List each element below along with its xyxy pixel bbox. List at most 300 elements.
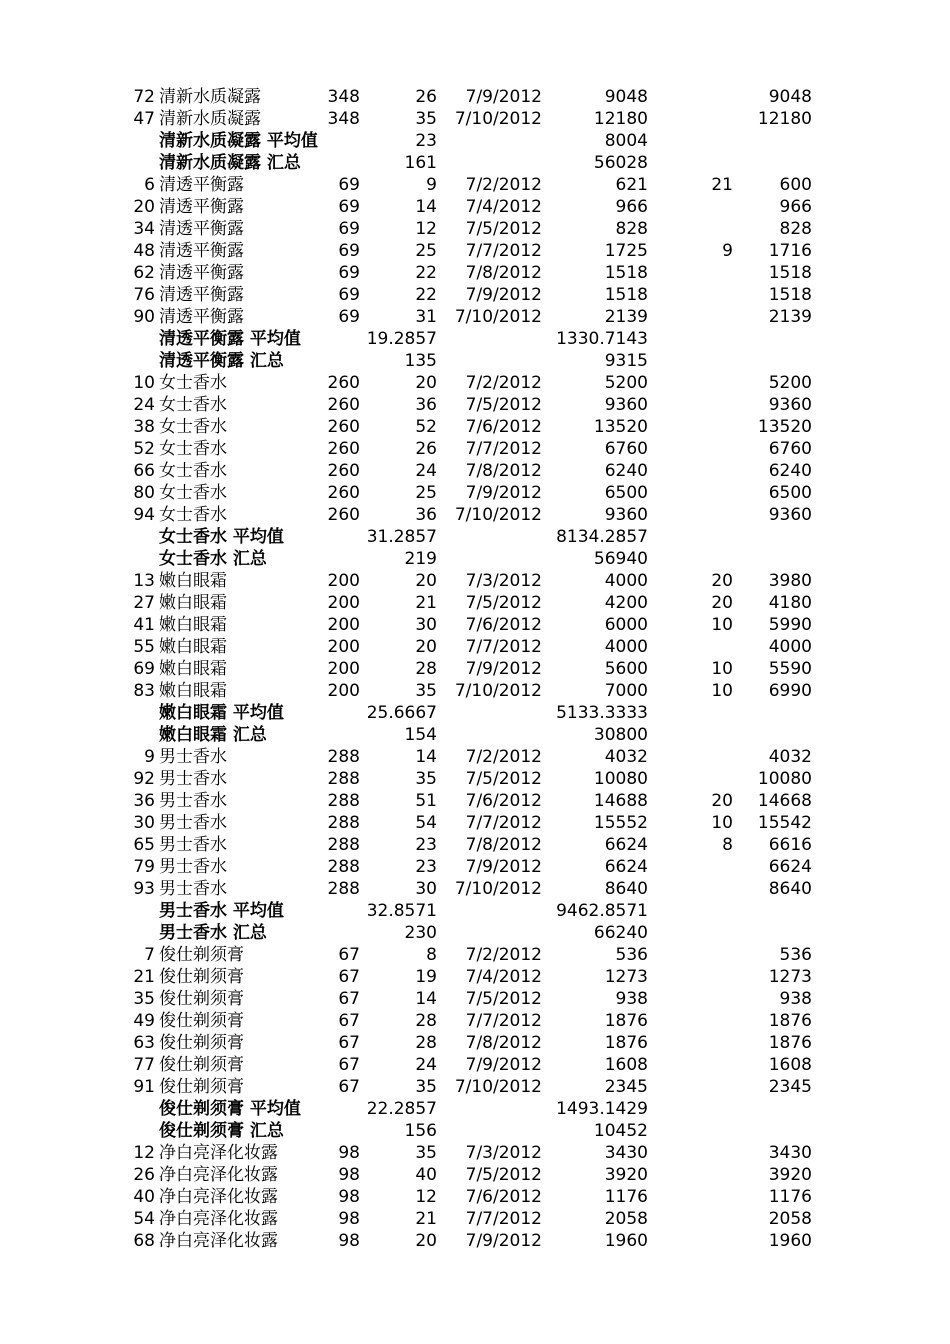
- net-amount-cell[interactable]: 1518: [768, 285, 812, 305]
- total-amount-cell[interactable]: 1518: [604, 263, 648, 283]
- total-amount-cell[interactable]: 1330.7143: [556, 329, 648, 349]
- total-amount-cell[interactable]: 8134.2857: [556, 527, 648, 547]
- unit-price-cell[interactable]: 288: [327, 791, 360, 811]
- row-number-cell[interactable]: 13: [133, 571, 155, 591]
- quantity-cell[interactable]: 20: [415, 373, 437, 393]
- sale-date-cell[interactable]: 7/6/2012: [465, 1187, 542, 1207]
- quantity-cell[interactable]: 20: [415, 637, 437, 657]
- sale-date-cell[interactable]: 7/10/2012: [454, 1077, 542, 1097]
- discount-cell[interactable]: 20: [711, 593, 733, 613]
- net-amount-cell[interactable]: 966: [779, 197, 812, 217]
- row-number-cell[interactable]: 94: [133, 505, 155, 525]
- sale-date-cell[interactable]: 7/9/2012: [465, 87, 542, 107]
- product-name-cell[interactable]: 男士香水: [159, 879, 227, 899]
- product-name-cell[interactable]: 清透平衡露: [159, 241, 244, 261]
- product-name-cell[interactable]: 俊仕剃须膏: [159, 967, 244, 987]
- quantity-cell[interactable]: 20: [415, 571, 437, 591]
- quantity-cell[interactable]: 28: [415, 1011, 437, 1031]
- total-amount-cell[interactable]: 9048: [604, 87, 648, 107]
- quantity-cell[interactable]: 23: [415, 131, 437, 151]
- row-number-cell[interactable]: 27: [133, 593, 155, 613]
- quantity-cell[interactable]: 219: [404, 549, 437, 569]
- total-amount-cell[interactable]: 828: [615, 219, 648, 239]
- product-name-cell[interactable]: 净白亮泽化妆露: [159, 1209, 278, 1229]
- sale-date-cell[interactable]: 7/6/2012: [465, 417, 542, 437]
- product-name-cell[interactable]: 清透平衡露 平均值: [159, 329, 301, 349]
- total-amount-cell[interactable]: 1493.1429: [556, 1099, 648, 1119]
- net-amount-cell[interactable]: 6760: [768, 439, 812, 459]
- net-amount-cell[interactable]: 6240: [768, 461, 812, 481]
- total-amount-cell[interactable]: 8004: [604, 131, 648, 151]
- net-amount-cell[interactable]: 2058: [768, 1209, 812, 1229]
- sale-date-cell[interactable]: 7/3/2012: [465, 1143, 542, 1163]
- quantity-cell[interactable]: 8: [426, 945, 437, 965]
- quantity-cell[interactable]: 12: [415, 1187, 437, 1207]
- row-number-cell[interactable]: 34: [133, 219, 155, 239]
- quantity-cell[interactable]: 22: [415, 263, 437, 283]
- total-amount-cell[interactable]: 9360: [604, 395, 648, 415]
- product-name-cell[interactable]: 清新水质凝露 汇总: [159, 153, 301, 173]
- unit-price-cell[interactable]: 67: [338, 945, 360, 965]
- total-amount-cell[interactable]: 5600: [604, 659, 648, 679]
- product-name-cell[interactable]: 清透平衡露: [159, 219, 244, 239]
- quantity-cell[interactable]: 24: [415, 1055, 437, 1075]
- row-number-cell[interactable]: 49: [133, 1011, 155, 1031]
- net-amount-cell[interactable]: 12180: [757, 109, 812, 129]
- product-name-cell[interactable]: 俊仕剃须膏: [159, 1077, 244, 1097]
- discount-cell[interactable]: 21: [711, 175, 733, 195]
- quantity-cell[interactable]: 36: [415, 395, 437, 415]
- unit-price-cell[interactable]: 200: [327, 637, 360, 657]
- total-amount-cell[interactable]: 938: [615, 989, 648, 1009]
- product-name-cell[interactable]: 嫩白眼霜: [159, 593, 227, 613]
- unit-price-cell[interactable]: 260: [327, 373, 360, 393]
- net-amount-cell[interactable]: 6624: [768, 857, 812, 877]
- row-number-cell[interactable]: 68: [133, 1231, 155, 1251]
- net-amount-cell[interactable]: 4032: [768, 747, 812, 767]
- product-name-cell[interactable]: 女士香水: [159, 483, 227, 503]
- total-amount-cell[interactable]: 15552: [593, 813, 648, 833]
- product-name-cell[interactable]: 男士香水: [159, 769, 227, 789]
- unit-price-cell[interactable]: 69: [338, 307, 360, 327]
- unit-price-cell[interactable]: 260: [327, 439, 360, 459]
- product-name-cell[interactable]: 嫩白眼霜 平均值: [159, 703, 284, 723]
- net-amount-cell[interactable]: 14668: [757, 791, 812, 811]
- net-amount-cell[interactable]: 536: [779, 945, 812, 965]
- sale-date-cell[interactable]: 7/7/2012: [465, 637, 542, 657]
- product-name-cell[interactable]: 清新水质凝露: [159, 87, 261, 107]
- product-name-cell[interactable]: 俊仕剃须膏 平均值: [159, 1099, 301, 1119]
- quantity-cell[interactable]: 36: [415, 505, 437, 525]
- sale-date-cell[interactable]: 7/7/2012: [465, 1011, 542, 1031]
- row-number-cell[interactable]: 62: [133, 263, 155, 283]
- unit-price-cell[interactable]: 69: [338, 263, 360, 283]
- sale-date-cell[interactable]: 7/9/2012: [465, 1231, 542, 1251]
- quantity-cell[interactable]: 23: [415, 857, 437, 877]
- net-amount-cell[interactable]: 4000: [768, 637, 812, 657]
- row-number-cell[interactable]: 83: [133, 681, 155, 701]
- net-amount-cell[interactable]: 3920: [768, 1165, 812, 1185]
- quantity-cell[interactable]: 31.2857: [366, 527, 437, 547]
- quantity-cell[interactable]: 25.6667: [366, 703, 437, 723]
- sale-date-cell[interactable]: 7/7/2012: [465, 813, 542, 833]
- unit-price-cell[interactable]: 69: [338, 241, 360, 261]
- discount-cell[interactable]: 20: [711, 571, 733, 591]
- product-name-cell[interactable]: 男士香水 汇总: [159, 923, 267, 943]
- unit-price-cell[interactable]: 288: [327, 835, 360, 855]
- unit-price-cell[interactable]: 288: [327, 857, 360, 877]
- sale-date-cell[interactable]: 7/2/2012: [465, 373, 542, 393]
- product-name-cell[interactable]: 嫩白眼霜: [159, 571, 227, 591]
- total-amount-cell[interactable]: 1518: [604, 285, 648, 305]
- sale-date-cell[interactable]: 7/5/2012: [465, 219, 542, 239]
- net-amount-cell[interactable]: 5990: [768, 615, 812, 635]
- row-number-cell[interactable]: 38: [133, 417, 155, 437]
- total-amount-cell[interactable]: 3430: [604, 1143, 648, 1163]
- quantity-cell[interactable]: 26: [415, 87, 437, 107]
- net-amount-cell[interactable]: 1876: [768, 1033, 812, 1053]
- sale-date-cell[interactable]: 7/10/2012: [454, 109, 542, 129]
- sale-date-cell[interactable]: 7/9/2012: [465, 285, 542, 305]
- unit-price-cell[interactable]: 98: [338, 1231, 360, 1251]
- total-amount-cell[interactable]: 1876: [604, 1033, 648, 1053]
- product-name-cell[interactable]: 清透平衡露: [159, 263, 244, 283]
- unit-price-cell[interactable]: 67: [338, 1055, 360, 1075]
- unit-price-cell[interactable]: 260: [327, 461, 360, 481]
- row-number-cell[interactable]: 69: [133, 659, 155, 679]
- unit-price-cell[interactable]: 67: [338, 1033, 360, 1053]
- row-number-cell[interactable]: 47: [133, 109, 155, 129]
- row-number-cell[interactable]: 65: [133, 835, 155, 855]
- row-number-cell[interactable]: 12: [133, 1143, 155, 1163]
- quantity-cell[interactable]: 30: [415, 879, 437, 899]
- quantity-cell[interactable]: 21: [415, 1209, 437, 1229]
- product-name-cell[interactable]: 男士香水: [159, 747, 227, 767]
- unit-price-cell[interactable]: 200: [327, 615, 360, 635]
- net-amount-cell[interactable]: 1176: [768, 1187, 812, 1207]
- row-number-cell[interactable]: 90: [133, 307, 155, 327]
- quantity-cell[interactable]: 25: [415, 241, 437, 261]
- total-amount-cell[interactable]: 12180: [593, 109, 648, 129]
- row-number-cell[interactable]: 48: [133, 241, 155, 261]
- quantity-cell[interactable]: 25: [415, 483, 437, 503]
- total-amount-cell[interactable]: 9462.8571: [556, 901, 648, 921]
- quantity-cell[interactable]: 135: [404, 351, 437, 371]
- total-amount-cell[interactable]: 5133.3333: [556, 703, 648, 723]
- net-amount-cell[interactable]: 1876: [768, 1011, 812, 1031]
- unit-price-cell[interactable]: 200: [327, 681, 360, 701]
- product-name-cell[interactable]: 清透平衡露: [159, 197, 244, 217]
- product-name-cell[interactable]: 女士香水: [159, 505, 227, 525]
- row-number-cell[interactable]: 76: [133, 285, 155, 305]
- total-amount-cell[interactable]: 1176: [604, 1187, 648, 1207]
- product-name-cell[interactable]: 嫩白眼霜: [159, 637, 227, 657]
- net-amount-cell[interactable]: 1716: [768, 241, 812, 261]
- sale-date-cell[interactable]: 7/2/2012: [465, 175, 542, 195]
- row-number-cell[interactable]: 6: [144, 175, 155, 195]
- product-name-cell[interactable]: 净白亮泽化妆露: [159, 1187, 278, 1207]
- quantity-cell[interactable]: 9: [426, 175, 437, 195]
- total-amount-cell[interactable]: 7000: [604, 681, 648, 701]
- unit-price-cell[interactable]: 348: [327, 87, 360, 107]
- net-amount-cell[interactable]: 9360: [768, 395, 812, 415]
- product-name-cell[interactable]: 男士香水: [159, 835, 227, 855]
- quantity-cell[interactable]: 19: [415, 967, 437, 987]
- quantity-cell[interactable]: 156: [404, 1121, 437, 1141]
- quantity-cell[interactable]: 28: [415, 659, 437, 679]
- product-name-cell[interactable]: 俊仕剃须膏: [159, 945, 244, 965]
- quantity-cell[interactable]: 35: [415, 681, 437, 701]
- unit-price-cell[interactable]: 260: [327, 417, 360, 437]
- row-number-cell[interactable]: 91: [133, 1077, 155, 1097]
- unit-price-cell[interactable]: 67: [338, 967, 360, 987]
- product-name-cell[interactable]: 男士香水 平均值: [159, 901, 284, 921]
- total-amount-cell[interactable]: 6760: [604, 439, 648, 459]
- unit-price-cell[interactable]: 260: [327, 505, 360, 525]
- sale-date-cell[interactable]: 7/7/2012: [465, 241, 542, 261]
- sale-date-cell[interactable]: 7/4/2012: [465, 197, 542, 217]
- total-amount-cell[interactable]: 9315: [604, 351, 648, 371]
- quantity-cell[interactable]: 24: [415, 461, 437, 481]
- product-name-cell[interactable]: 男士香水: [159, 791, 227, 811]
- discount-cell[interactable]: 9: [722, 241, 733, 261]
- sale-date-cell[interactable]: 7/5/2012: [465, 989, 542, 1009]
- net-amount-cell[interactable]: 9048: [768, 87, 812, 107]
- quantity-cell[interactable]: 23: [415, 835, 437, 855]
- total-amount-cell[interactable]: 6240: [604, 461, 648, 481]
- quantity-cell[interactable]: 54: [415, 813, 437, 833]
- quantity-cell[interactable]: 22.2857: [366, 1099, 437, 1119]
- unit-price-cell[interactable]: 98: [338, 1209, 360, 1229]
- net-amount-cell[interactable]: 600: [779, 175, 812, 195]
- sale-date-cell[interactable]: 7/10/2012: [454, 681, 542, 701]
- sale-date-cell[interactable]: 7/2/2012: [465, 747, 542, 767]
- unit-price-cell[interactable]: 69: [338, 219, 360, 239]
- sale-date-cell[interactable]: 7/8/2012: [465, 263, 542, 283]
- product-name-cell[interactable]: 女士香水: [159, 417, 227, 437]
- total-amount-cell[interactable]: 2345: [604, 1077, 648, 1097]
- product-name-cell[interactable]: 嫩白眼霜: [159, 615, 227, 635]
- unit-price-cell[interactable]: 260: [327, 483, 360, 503]
- total-amount-cell[interactable]: 4032: [604, 747, 648, 767]
- sale-date-cell[interactable]: 7/2/2012: [465, 945, 542, 965]
- quantity-cell[interactable]: 12: [415, 219, 437, 239]
- quantity-cell[interactable]: 161: [404, 153, 437, 173]
- product-name-cell[interactable]: 净白亮泽化妆露: [159, 1143, 278, 1163]
- discount-cell[interactable]: 10: [711, 681, 733, 701]
- product-name-cell[interactable]: 俊仕剃须膏: [159, 1055, 244, 1075]
- total-amount-cell[interactable]: 4000: [604, 637, 648, 657]
- total-amount-cell[interactable]: 8640: [604, 879, 648, 899]
- sale-date-cell[interactable]: 7/9/2012: [465, 1055, 542, 1075]
- total-amount-cell[interactable]: 6500: [604, 483, 648, 503]
- product-name-cell[interactable]: 清透平衡露 汇总: [159, 351, 284, 371]
- product-name-cell[interactable]: 俊仕剃须膏: [159, 1033, 244, 1053]
- unit-price-cell[interactable]: 288: [327, 813, 360, 833]
- row-number-cell[interactable]: 41: [133, 615, 155, 635]
- net-amount-cell[interactable]: 13520: [757, 417, 812, 437]
- product-name-cell[interactable]: 净白亮泽化妆露: [159, 1231, 278, 1251]
- row-number-cell[interactable]: 77: [133, 1055, 155, 1075]
- discount-cell[interactable]: 10: [711, 659, 733, 679]
- quantity-cell[interactable]: 35: [415, 769, 437, 789]
- discount-cell[interactable]: 20: [711, 791, 733, 811]
- sale-date-cell[interactable]: 7/8/2012: [465, 835, 542, 855]
- row-number-cell[interactable]: 54: [133, 1209, 155, 1229]
- total-amount-cell[interactable]: 1960: [604, 1231, 648, 1251]
- row-number-cell[interactable]: 24: [133, 395, 155, 415]
- row-number-cell[interactable]: 21: [133, 967, 155, 987]
- discount-cell[interactable]: 8: [722, 835, 733, 855]
- total-amount-cell[interactable]: 1876: [604, 1011, 648, 1031]
- unit-price-cell[interactable]: 98: [338, 1187, 360, 1207]
- product-name-cell[interactable]: 女士香水: [159, 461, 227, 481]
- product-name-cell[interactable]: 女士香水 平均值: [159, 527, 284, 547]
- net-amount-cell[interactable]: 1608: [768, 1055, 812, 1075]
- quantity-cell[interactable]: 21: [415, 593, 437, 613]
- product-name-cell[interactable]: 男士香水: [159, 813, 227, 833]
- unit-price-cell[interactable]: 98: [338, 1165, 360, 1185]
- net-amount-cell[interactable]: 1960: [768, 1231, 812, 1251]
- total-amount-cell[interactable]: 13520: [593, 417, 648, 437]
- product-name-cell[interactable]: 女士香水: [159, 395, 227, 415]
- row-number-cell[interactable]: 92: [133, 769, 155, 789]
- sale-date-cell[interactable]: 7/6/2012: [465, 615, 542, 635]
- total-amount-cell[interactable]: 966: [615, 197, 648, 217]
- net-amount-cell[interactable]: 3430: [768, 1143, 812, 1163]
- quantity-cell[interactable]: 40: [415, 1165, 437, 1185]
- total-amount-cell[interactable]: 1725: [604, 241, 648, 261]
- product-name-cell[interactable]: 嫩白眼霜: [159, 659, 227, 679]
- sale-date-cell[interactable]: 7/10/2012: [454, 505, 542, 525]
- product-name-cell[interactable]: 女士香水: [159, 373, 227, 393]
- net-amount-cell[interactable]: 6500: [768, 483, 812, 503]
- quantity-cell[interactable]: 230: [404, 923, 437, 943]
- sale-date-cell[interactable]: 7/8/2012: [465, 1033, 542, 1053]
- net-amount-cell[interactable]: 938: [779, 989, 812, 1009]
- row-number-cell[interactable]: 36: [133, 791, 155, 811]
- product-name-cell[interactable]: 净白亮泽化妆露: [159, 1165, 278, 1185]
- unit-price-cell[interactable]: 67: [338, 989, 360, 1009]
- product-name-cell[interactable]: 俊仕剃须膏: [159, 989, 244, 1009]
- unit-price-cell[interactable]: 67: [338, 1011, 360, 1031]
- unit-price-cell[interactable]: 200: [327, 571, 360, 591]
- total-amount-cell[interactable]: 536: [615, 945, 648, 965]
- row-number-cell[interactable]: 40: [133, 1187, 155, 1207]
- sale-date-cell[interactable]: 7/6/2012: [465, 791, 542, 811]
- total-amount-cell[interactable]: 3920: [604, 1165, 648, 1185]
- net-amount-cell[interactable]: 6616: [768, 835, 812, 855]
- net-amount-cell[interactable]: 1273: [768, 967, 812, 987]
- total-amount-cell[interactable]: 2139: [604, 307, 648, 327]
- total-amount-cell[interactable]: 10080: [593, 769, 648, 789]
- total-amount-cell[interactable]: 9360: [604, 505, 648, 525]
- sale-date-cell[interactable]: 7/5/2012: [465, 769, 542, 789]
- quantity-cell[interactable]: 35: [415, 109, 437, 129]
- row-number-cell[interactable]: 55: [133, 637, 155, 657]
- row-number-cell[interactable]: 30: [133, 813, 155, 833]
- product-name-cell[interactable]: 女士香水 汇总: [159, 549, 267, 569]
- unit-price-cell[interactable]: 288: [327, 879, 360, 899]
- sale-date-cell[interactable]: 7/3/2012: [465, 571, 542, 591]
- row-number-cell[interactable]: 20: [133, 197, 155, 217]
- row-number-cell[interactable]: 79: [133, 857, 155, 877]
- total-amount-cell[interactable]: 6624: [604, 857, 648, 877]
- total-amount-cell[interactable]: 1273: [604, 967, 648, 987]
- total-amount-cell[interactable]: 6000: [604, 615, 648, 635]
- discount-cell[interactable]: 10: [711, 615, 733, 635]
- quantity-cell[interactable]: 32.8571: [366, 901, 437, 921]
- total-amount-cell[interactable]: 56940: [593, 549, 648, 569]
- unit-price-cell[interactable]: 67: [338, 1077, 360, 1097]
- row-number-cell[interactable]: 72: [133, 87, 155, 107]
- sale-date-cell[interactable]: 7/10/2012: [454, 307, 542, 327]
- quantity-cell[interactable]: 14: [415, 989, 437, 1009]
- product-name-cell[interactable]: 清新水质凝露 平均值: [159, 131, 318, 151]
- net-amount-cell[interactable]: 4180: [768, 593, 812, 613]
- net-amount-cell[interactable]: 9360: [768, 505, 812, 525]
- unit-price-cell[interactable]: 98: [338, 1143, 360, 1163]
- product-name-cell[interactable]: 嫩白眼霜 汇总: [159, 725, 267, 745]
- total-amount-cell[interactable]: 30800: [593, 725, 648, 745]
- total-amount-cell[interactable]: 10452: [593, 1121, 648, 1141]
- sale-date-cell[interactable]: 7/7/2012: [465, 439, 542, 459]
- net-amount-cell[interactable]: 15542: [757, 813, 812, 833]
- sale-date-cell[interactable]: 7/4/2012: [465, 967, 542, 987]
- row-number-cell[interactable]: 63: [133, 1033, 155, 1053]
- row-number-cell[interactable]: 7: [144, 945, 155, 965]
- quantity-cell[interactable]: 19.2857: [366, 329, 437, 349]
- unit-price-cell[interactable]: 288: [327, 769, 360, 789]
- quantity-cell[interactable]: 26: [415, 439, 437, 459]
- product-name-cell[interactable]: 俊仕剃须膏 汇总: [159, 1121, 284, 1141]
- quantity-cell[interactable]: 20: [415, 1231, 437, 1251]
- quantity-cell[interactable]: 28: [415, 1033, 437, 1053]
- unit-price-cell[interactable]: 69: [338, 197, 360, 217]
- sale-date-cell[interactable]: 7/5/2012: [465, 1165, 542, 1185]
- net-amount-cell[interactable]: 2139: [768, 307, 812, 327]
- net-amount-cell[interactable]: 8640: [768, 879, 812, 899]
- total-amount-cell[interactable]: 621: [615, 175, 648, 195]
- net-amount-cell[interactable]: 5200: [768, 373, 812, 393]
- product-name-cell[interactable]: 俊仕剃须膏: [159, 1011, 244, 1031]
- total-amount-cell[interactable]: 66240: [593, 923, 648, 943]
- quantity-cell[interactable]: 154: [404, 725, 437, 745]
- product-name-cell[interactable]: 清透平衡露: [159, 175, 244, 195]
- sale-date-cell[interactable]: 7/9/2012: [465, 483, 542, 503]
- quantity-cell[interactable]: 22: [415, 285, 437, 305]
- quantity-cell[interactable]: 30: [415, 615, 437, 635]
- quantity-cell[interactable]: 14: [415, 747, 437, 767]
- quantity-cell[interactable]: 35: [415, 1143, 437, 1163]
- quantity-cell[interactable]: 14: [415, 197, 437, 217]
- net-amount-cell[interactable]: 6990: [768, 681, 812, 701]
- sale-date-cell[interactable]: 7/5/2012: [465, 593, 542, 613]
- product-name-cell[interactable]: 男士香水: [159, 857, 227, 877]
- product-name-cell[interactable]: 清透平衡露: [159, 307, 244, 327]
- unit-price-cell[interactable]: 69: [338, 175, 360, 195]
- row-number-cell[interactable]: 93: [133, 879, 155, 899]
- total-amount-cell[interactable]: 4200: [604, 593, 648, 613]
- row-number-cell[interactable]: 9: [144, 747, 155, 767]
- row-number-cell[interactable]: 80: [133, 483, 155, 503]
- total-amount-cell[interactable]: 5200: [604, 373, 648, 393]
- sale-date-cell[interactable]: 7/8/2012: [465, 461, 542, 481]
- unit-price-cell[interactable]: 260: [327, 395, 360, 415]
- total-amount-cell[interactable]: 56028: [593, 153, 648, 173]
- unit-price-cell[interactable]: 200: [327, 659, 360, 679]
- quantity-cell[interactable]: 52: [415, 417, 437, 437]
